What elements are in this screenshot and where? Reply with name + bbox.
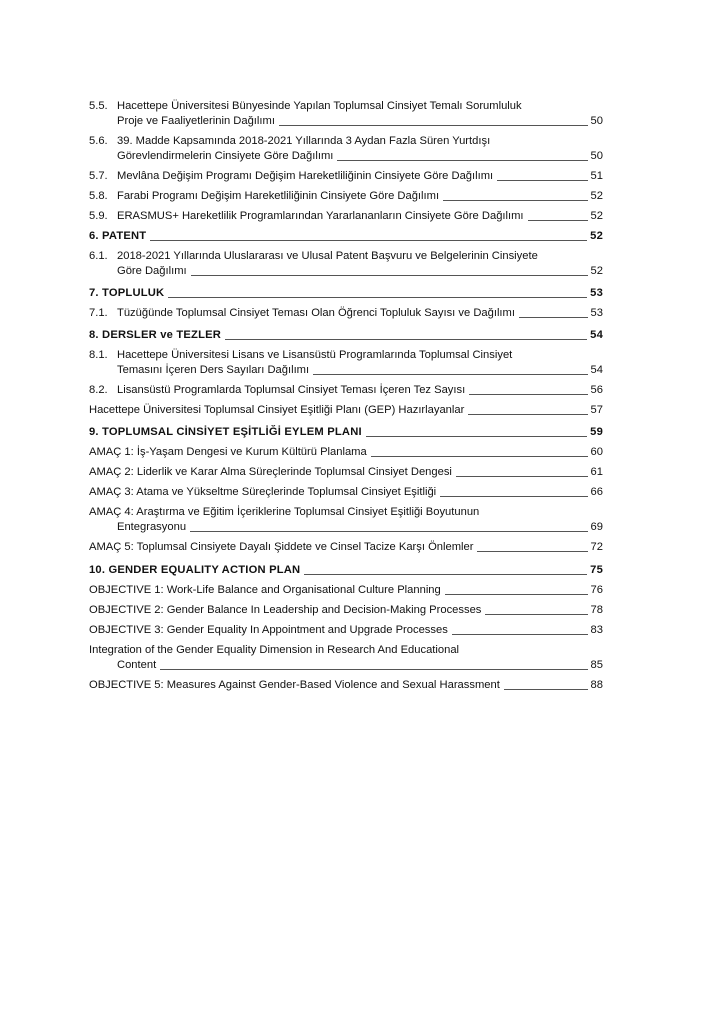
- toc-entry[interactable]: [89, 249, 603, 279]
- dot-leader: [160, 669, 587, 670]
- page-number: 52: [590, 210, 603, 222]
- toc-entry-last-line: [89, 603, 603, 618]
- toc-entry-line: AMAÇ 5: Toplumsal Cinsiyete Dayalı Şiddete ve Cinsel Tacize Karşı Önlemler: [89, 541, 474, 553]
- page-number: 69: [590, 521, 603, 533]
- toc-entry-number: 5.7.: [89, 170, 108, 182]
- toc-entry-last-line: [117, 264, 603, 279]
- toc-entry-text: [89, 485, 603, 500]
- dot-leader: [191, 275, 588, 276]
- dot-leader: [371, 456, 588, 457]
- page-number: 56: [590, 384, 603, 396]
- toc-entry-line: 39. Madde Kapsamında 2018-2021 Yıllarında 3 Aydan Fazla Süren Yurtdışı: [117, 135, 491, 147]
- toc-entry-last-line: [89, 445, 603, 460]
- toc-entry-text: [89, 540, 603, 555]
- toc-entry-number: 8.1.: [89, 349, 108, 361]
- toc-entry-last-line: [117, 383, 603, 398]
- page-number: 57: [590, 404, 603, 416]
- toc-entry[interactable]: [89, 403, 603, 418]
- toc-entry-last-line: [117, 363, 603, 378]
- page-number: 83: [590, 624, 603, 636]
- toc-entry-last-line: [89, 403, 603, 418]
- toc-entry-text: [117, 169, 603, 184]
- dot-leader: [504, 689, 588, 690]
- toc-entry-line: 6. PATENT: [89, 230, 147, 242]
- dot-leader: [485, 614, 587, 615]
- toc-entry-last-line: [89, 328, 603, 343]
- dot-leader: [440, 496, 587, 497]
- toc-entry[interactable]: [89, 540, 603, 555]
- toc-entry-line: AMAÇ 4: Araştırma ve Eğitim İçeriklerine Toplumsal Cinsiyet Eşitliği Boyutunun: [89, 506, 480, 518]
- toc-entry-number: 5.8.: [89, 190, 108, 202]
- toc-entry-line: Hacettepe Üniversitesi Bünyesinde Yapılan Toplumsal Cinsiyet Temalı Sorumluluk: [117, 100, 522, 112]
- toc-entry-last-line: [89, 465, 603, 480]
- toc-entry-line: 8. DERSLER ve TEZLER: [89, 329, 222, 341]
- page-number: 51: [590, 170, 603, 182]
- toc-entry[interactable]: [89, 169, 603, 184]
- toc-entry-line: Temasını İçeren Ders Sayıları Dağılımı: [117, 364, 310, 376]
- toc-entry-text: [89, 286, 603, 301]
- dot-leader: [497, 180, 587, 181]
- dot-leader: [168, 297, 587, 298]
- toc-entry-line: OBJECTIVE 3: Gender Equality In Appointment and Upgrade Processes: [89, 624, 448, 636]
- toc-entry-line: 7. TOPLULUK: [89, 287, 165, 299]
- page-number: 59: [590, 426, 603, 438]
- toc-entry-text: [89, 328, 603, 343]
- toc-entry-text: [89, 465, 603, 480]
- toc-entry-text: [117, 383, 603, 398]
- toc-entry-last-line: [89, 485, 603, 500]
- page-number: 52: [590, 190, 603, 202]
- toc-entry-line: AMAÇ 1: İş-Yaşam Dengesi ve Kurum Kültürü Planlama: [89, 446, 367, 458]
- toc-entry-last-line: [117, 189, 603, 204]
- page-number: 54: [590, 364, 603, 376]
- toc-entry[interactable]: [89, 465, 603, 480]
- toc-entry[interactable]: [89, 286, 603, 301]
- toc-entry-last-line: [89, 229, 603, 244]
- toc-entry[interactable]: [89, 383, 603, 398]
- page-number: 53: [590, 307, 603, 319]
- toc-entry-line: 9. TOPLUMSAL CİNSİYET EŞİTLİĞİ EYLEM PLANI: [89, 426, 362, 438]
- dot-leader: [445, 594, 588, 595]
- dot-leader: [519, 317, 588, 318]
- toc-entry-text: [89, 643, 603, 673]
- page-number: 88: [590, 679, 603, 691]
- toc-entry-last-line: [89, 540, 603, 555]
- toc-entry[interactable]: [89, 99, 603, 129]
- page-number: 53: [590, 287, 603, 299]
- toc-entry-line: Farabi Programı Değişim Hareketliliğinin Cinsiyete Göre Dağılımı: [117, 190, 440, 202]
- toc-entry-line: Content: [117, 659, 157, 671]
- page-number: 76: [590, 584, 603, 596]
- dot-leader: [337, 160, 587, 161]
- toc-entry-line: Integration of the Gender Equality Dimension in Research And Educational: [89, 644, 460, 656]
- toc-entry-text: [89, 603, 603, 618]
- page-number: 52: [590, 230, 603, 242]
- toc-entry-last-line: [89, 658, 603, 673]
- toc-entry-text: [89, 623, 603, 638]
- toc-entry-text: [89, 445, 603, 460]
- toc-entry-line: 2018-2021 Yıllarında Uluslararası ve Ulusal Patent Başvuru ve Belgelerinin Cinsiyete: [117, 250, 538, 262]
- dot-leader: [443, 200, 587, 201]
- page-number: 60: [590, 446, 603, 458]
- toc-entry[interactable]: [89, 603, 603, 618]
- toc-entry-text: [89, 505, 603, 535]
- toc-entry-text: [117, 348, 603, 378]
- toc-entry-number: 5.5.: [89, 100, 108, 112]
- toc-entry-line: Entegrasyonu: [117, 521, 187, 533]
- toc-entry-number: 6.1.: [89, 250, 108, 262]
- toc-entry-line: ERASMUS+ Hareketlilik Programlarından Yararlananların Cinsiyete Göre Dağılımı: [117, 210, 524, 222]
- toc-entry-number: 5.6.: [89, 135, 108, 147]
- toc-entry-last-line: [89, 520, 603, 535]
- toc-entry-line: OBJECTIVE 2: Gender Balance In Leadership and Decision-Making Processes: [89, 604, 482, 616]
- toc-entry[interactable]: [89, 623, 603, 638]
- page-number: 85: [590, 659, 603, 671]
- page-number: 78: [590, 604, 603, 616]
- toc-entry[interactable]: [89, 505, 603, 535]
- toc-entry[interactable]: [89, 134, 603, 164]
- dot-leader: [279, 125, 588, 126]
- toc-entry-line: OBJECTIVE 5: Measures Against Gender-Based Violence and Sexual Harassment: [89, 679, 500, 691]
- toc-entry-text: [117, 189, 603, 204]
- dot-leader: [150, 240, 587, 241]
- toc-entry-last-line: [117, 114, 603, 129]
- toc-entry-last-line: [117, 306, 603, 321]
- toc-entry[interactable]: [89, 563, 603, 578]
- toc-entry-line: AMAÇ 2: Liderlik ve Karar Alma Süreçlerinde Toplumsal Cinsiyet Dengesi: [89, 466, 452, 478]
- toc-entry-text: [89, 678, 603, 693]
- page-number: 50: [590, 115, 603, 127]
- page-number: 61: [590, 466, 603, 478]
- toc-entry-text: [117, 209, 603, 224]
- toc-entry-number: 5.9.: [89, 210, 108, 222]
- toc-entry-text: [117, 249, 603, 279]
- toc-entry[interactable]: [89, 445, 603, 460]
- toc-entry[interactable]: [89, 643, 603, 673]
- toc-entry-line: Göre Dağılımı: [117, 265, 187, 277]
- toc-entry-line: Hacettepe Üniversitesi Toplumsal Cinsiyet Eşitliği Planı (GEP) Hazırlayanlar: [89, 404, 465, 416]
- page-number: 72: [590, 541, 603, 553]
- page-number: 66: [590, 486, 603, 498]
- toc-entry[interactable]: [89, 583, 603, 598]
- toc-entry-last-line: [89, 678, 603, 693]
- toc-entry-text: [117, 99, 603, 129]
- toc-entry-text: [117, 306, 603, 321]
- toc-entry[interactable]: [89, 485, 603, 500]
- toc-entry-last-line: [89, 583, 603, 598]
- toc-entry[interactable]: [89, 189, 603, 204]
- dot-leader: [452, 634, 588, 635]
- toc-entry-last-line: [117, 169, 603, 184]
- toc-entry-line: Görevlendirmelerin Cinsiyete Göre Dağılımı: [117, 150, 334, 162]
- dot-leader: [469, 394, 587, 395]
- dot-leader: [304, 574, 587, 575]
- toc-entry-text: [89, 583, 603, 598]
- page-number: 50: [590, 150, 603, 162]
- table-of-contents: [89, 99, 603, 693]
- toc-entry[interactable]: [89, 306, 603, 321]
- toc-entry-text: [89, 425, 603, 440]
- toc-entry-line: OBJECTIVE 1: Work-Life Balance and Organisational Culture Planning: [89, 584, 441, 596]
- toc-entry-line: 10. GENDER EQUALITY ACTION PLAN: [89, 564, 301, 576]
- toc-entry[interactable]: [89, 328, 603, 343]
- toc-entry[interactable]: [89, 678, 603, 693]
- dot-leader: [225, 339, 587, 340]
- toc-entry-line: Mevlâna Değişim Programı Değişim Hareketliliğinin Cinsiyete Göre Dağılımı: [117, 170, 494, 182]
- page-number: 75: [590, 564, 603, 576]
- toc-entry-line: Tüzüğünde Toplumsal Cinsiyet Teması Olan Öğrenci Topluluk Sayısı ve Dağılımı: [117, 307, 515, 319]
- toc-entry[interactable]: [89, 425, 603, 440]
- toc-entry-line: AMAÇ 3: Atama ve Yükseltme Süreçlerinde Toplumsal Cinsiyet Eşitliği: [89, 486, 437, 498]
- toc-entry-last-line: [89, 623, 603, 638]
- toc-entry[interactable]: [89, 229, 603, 244]
- toc-entry-text: [89, 563, 603, 578]
- toc-entry-text: [89, 229, 603, 244]
- toc-entry-last-line: [117, 209, 603, 224]
- toc-entry-line: Proje ve Faaliyetlerinin Dağılımı: [117, 115, 275, 127]
- dot-leader: [528, 220, 588, 221]
- toc-entry[interactable]: [89, 209, 603, 224]
- toc-entry-number: 7.1.: [89, 307, 108, 319]
- toc-entry-text: [117, 134, 603, 164]
- toc-entry-last-line: [89, 563, 603, 578]
- toc-entry-line: Hacettepe Üniversitesi Lisans ve Lisansüstü Programlarında Toplumsal Cinsiyet: [117, 349, 513, 361]
- dot-leader: [477, 551, 587, 552]
- dot-leader: [313, 374, 587, 375]
- dot-leader: [456, 476, 588, 477]
- dot-leader: [468, 414, 587, 415]
- toc-entry-line: Lisansüstü Programlarda Toplumsal Cinsiyet Teması İçeren Tez Sayısı: [117, 384, 466, 396]
- toc-entry-last-line: [89, 425, 603, 440]
- toc-entry-number: 8.2.: [89, 384, 108, 396]
- toc-entry[interactable]: [89, 348, 603, 378]
- page-number: 52: [590, 265, 603, 277]
- dot-leader: [190, 531, 588, 532]
- dot-leader: [366, 436, 587, 437]
- toc-entry-last-line: [117, 149, 603, 164]
- toc-entry-text: [89, 403, 603, 418]
- page-number: 54: [590, 329, 603, 341]
- toc-entry-last-line: [89, 286, 603, 301]
